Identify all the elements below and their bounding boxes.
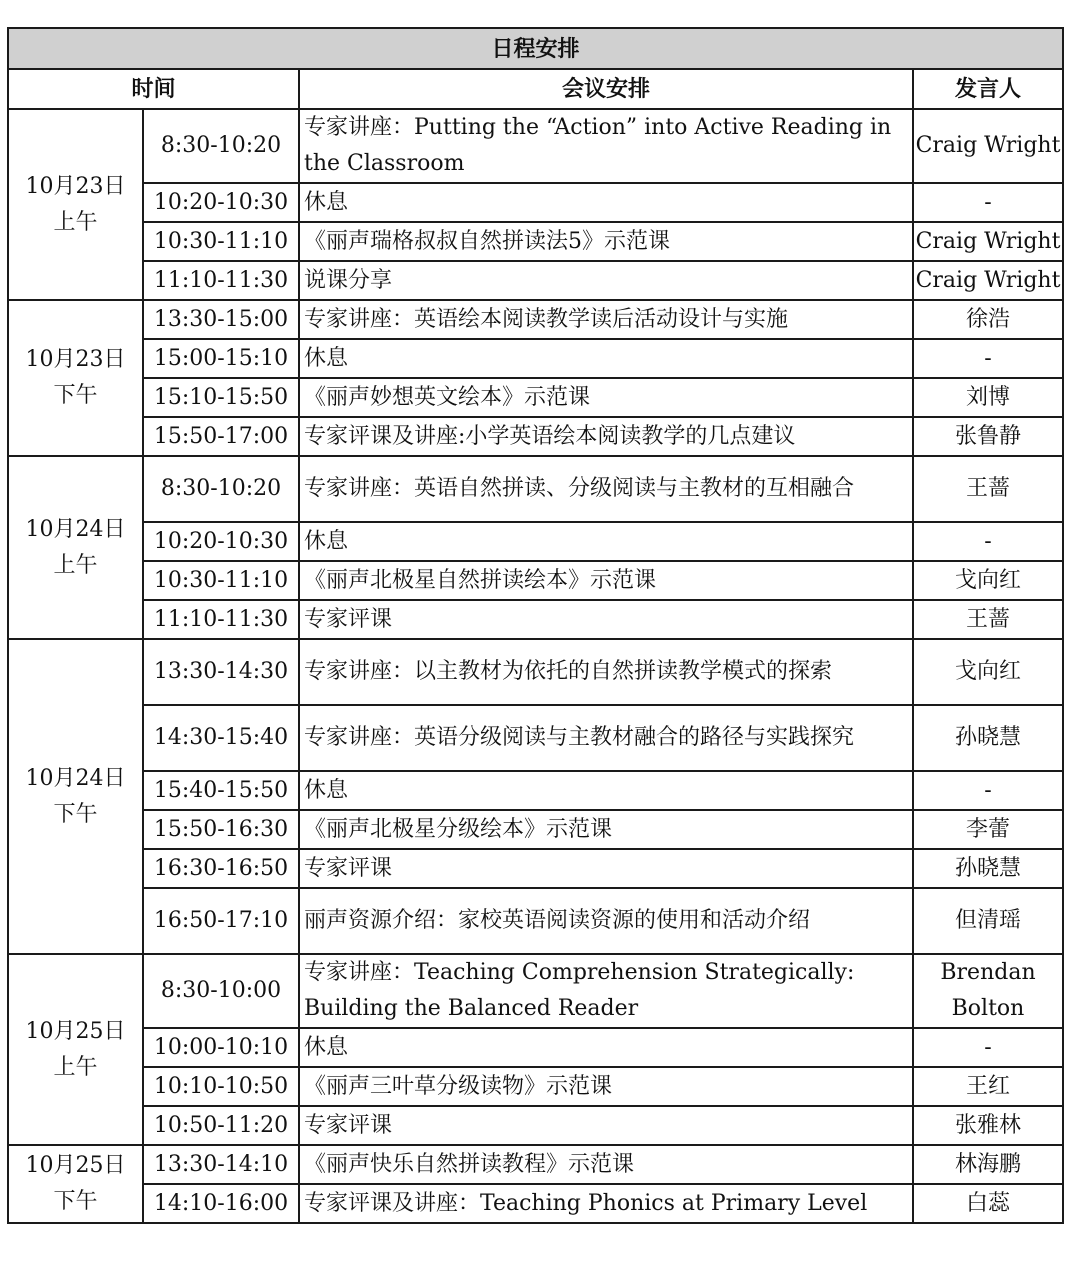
table-title: 日程安排 (8, 28, 1063, 69)
date-label: 10月24日 (25, 765, 126, 791)
table-row (8, 810, 1063, 849)
time-cell: 10:20-10:30 (143, 522, 299, 561)
period-label: 下午 (53, 383, 98, 408)
time-cell: 16:50-17:10 (143, 888, 299, 954)
agenda-cell: 休息 (299, 771, 913, 810)
speaker-cell: 林海鹏 (913, 1145, 1063, 1184)
date-cell (8, 456, 143, 639)
table-row (8, 771, 1063, 810)
time-cell: 15:10-15:50 (143, 378, 299, 417)
table-row (8, 183, 1063, 222)
table-row (8, 561, 1063, 600)
time-cell: 15:40-15:50 (143, 771, 299, 810)
speaker-cell: Craig Wright (913, 109, 1063, 183)
speaker-cell: - (913, 1028, 1063, 1067)
time-cell: 8:30-10:20 (143, 109, 299, 183)
speaker-cell: Craig Wright (913, 222, 1063, 261)
time-cell: 16:30-16:50 (143, 849, 299, 888)
time-cell: 10:10-10:50 (143, 1067, 299, 1106)
table-row (8, 1067, 1063, 1106)
time-cell: 15:00-15:10 (143, 339, 299, 378)
date-label: 10月23日 (25, 173, 126, 199)
speaker-cell: Craig Wright (913, 261, 1063, 300)
header-time: 时间 (8, 69, 299, 109)
time-cell: 10:50-11:20 (143, 1106, 299, 1145)
time-cell: 14:30-15:40 (143, 705, 299, 771)
table-row (8, 639, 1063, 705)
time-cell: 11:10-11:30 (143, 261, 299, 300)
agenda-cell: 专家讲座：英语分级阅读与主教材融合的路径与实践探究 (299, 705, 913, 771)
time-cell: 8:30-10:20 (143, 456, 299, 522)
agenda-cell: 休息 (299, 183, 913, 222)
speaker-cell: - (913, 771, 1063, 810)
agenda-cell: 休息 (299, 522, 913, 561)
agenda-cell: 丽声资源介绍：家校英语阅读资源的使用和活动介绍 (299, 888, 913, 954)
date-cell (8, 109, 143, 300)
table-row (8, 339, 1063, 378)
speaker-cell: 孙晓慧 (913, 849, 1063, 888)
agenda-cell: 《丽声北极星自然拼读绘本》示范课 (299, 561, 913, 600)
table-row (8, 954, 1063, 1028)
table-row (8, 888, 1063, 954)
time-cell: 13:30-14:30 (143, 639, 299, 705)
agenda-cell: 《丽声三叶草分级读物》示范课 (299, 1067, 913, 1106)
table-row (8, 849, 1063, 888)
speaker-cell: 孙晓慧 (913, 705, 1063, 771)
period-label: 上午 (53, 1054, 98, 1080)
speaker-cell: Brendan Bolton (913, 954, 1063, 1028)
table-row (8, 522, 1063, 561)
date-label: 10月25日 (25, 1153, 126, 1178)
speaker-cell: 张雅林 (913, 1106, 1063, 1145)
date-cell (8, 954, 143, 1145)
date-label: 10月23日 (25, 347, 126, 372)
agenda-cell: 专家评课及讲座：Teaching Phonics at Primary Level (299, 1184, 913, 1223)
schedule-table (7, 27, 1064, 1224)
speaker-cell: 刘博 (913, 378, 1063, 417)
agenda-cell: 休息 (299, 339, 913, 378)
date-cell (8, 300, 143, 456)
schedule-body (8, 109, 1063, 1223)
time-cell: 8:30-10:00 (143, 954, 299, 1028)
date-label: 10月25日 (25, 1018, 126, 1044)
agenda-cell: 专家讲座：英语自然拼读、分级阅读与主教材的互相融合 (299, 456, 913, 522)
time-cell: 13:30-15:00 (143, 300, 299, 339)
agenda-cell: 《丽声北极星分级绘本》示范课 (299, 810, 913, 849)
table-row (8, 222, 1063, 261)
agenda-cell: 专家评课及讲座:小学英语绘本阅读教学的几点建议 (299, 417, 913, 456)
header-agenda: 会议安排 (299, 69, 913, 109)
table-row (8, 1028, 1063, 1067)
agenda-cell: 休息 (299, 1028, 913, 1067)
speaker-cell: - (913, 339, 1063, 378)
speaker-cell: 张鲁静 (913, 417, 1063, 456)
speaker-cell: 徐浩 (913, 300, 1063, 339)
agenda-cell: 专家评课 (299, 600, 913, 639)
speaker-cell: 王红 (913, 1067, 1063, 1106)
speaker-cell: 戈向红 (913, 639, 1063, 705)
speaker-cell: 戈向红 (913, 561, 1063, 600)
period-label: 上午 (53, 552, 98, 578)
speaker-cell: 王蔷 (913, 456, 1063, 522)
table-row (8, 705, 1063, 771)
table-row (8, 456, 1063, 522)
table-row (8, 300, 1063, 339)
date-cell (8, 639, 143, 954)
period-label: 上午 (53, 209, 98, 235)
table-row (8, 1184, 1063, 1223)
time-cell: 10:30-11:10 (143, 222, 299, 261)
table-row (8, 261, 1063, 300)
agenda-cell: 专家评课 (299, 849, 913, 888)
time-cell: 10:30-11:10 (143, 561, 299, 600)
table-row (8, 1106, 1063, 1145)
time-cell: 10:00-10:10 (143, 1028, 299, 1067)
date-cell (8, 1145, 143, 1223)
time-cell: 15:50-17:00 (143, 417, 299, 456)
period-label: 下午 (53, 1189, 98, 1214)
speaker-cell: - (913, 183, 1063, 222)
speaker-cell: 李蕾 (913, 810, 1063, 849)
date-label: 10月24日 (25, 516, 126, 542)
table-row (8, 417, 1063, 456)
header-speaker: 发言人 (913, 69, 1063, 109)
agenda-cell: 专家讲座：Putting the “Action” into Active Reading in the Classroom (299, 109, 913, 183)
speaker-cell: - (913, 522, 1063, 561)
speaker-cell: 王蔷 (913, 600, 1063, 639)
agenda-cell: 《丽声妙想英文绘本》示范课 (299, 378, 913, 417)
time-cell: 10:20-10:30 (143, 183, 299, 222)
time-cell: 13:30-14:10 (143, 1145, 299, 1184)
table-row (8, 109, 1063, 183)
table-row (8, 1145, 1063, 1184)
agenda-cell: 《丽声瑞格叔叔自然拼读法5》示范课 (299, 222, 913, 261)
time-cell: 15:50-16:30 (143, 810, 299, 849)
agenda-cell: 专家讲座：英语绘本阅读教学读后活动设计与实施 (299, 300, 913, 339)
table-row (8, 378, 1063, 417)
time-cell: 11:10-11:30 (143, 600, 299, 639)
agenda-cell: 《丽声快乐自然拼读教程》示范课 (299, 1145, 913, 1184)
agenda-cell: 专家讲座：以主教材为依托的自然拼读教学模式的探索 (299, 639, 913, 705)
table-row (8, 600, 1063, 639)
speaker-cell: 白蕊 (913, 1184, 1063, 1223)
agenda-cell: 专家讲座：Teaching Comprehension Strategically: Building the Balanced Reader (299, 954, 913, 1028)
agenda-cell: 专家评课 (299, 1106, 913, 1145)
period-label: 下午 (53, 801, 98, 827)
agenda-cell: 说课分享 (299, 261, 913, 300)
speaker-cell: 但清瑶 (913, 888, 1063, 954)
time-cell: 14:10-16:00 (143, 1184, 299, 1223)
